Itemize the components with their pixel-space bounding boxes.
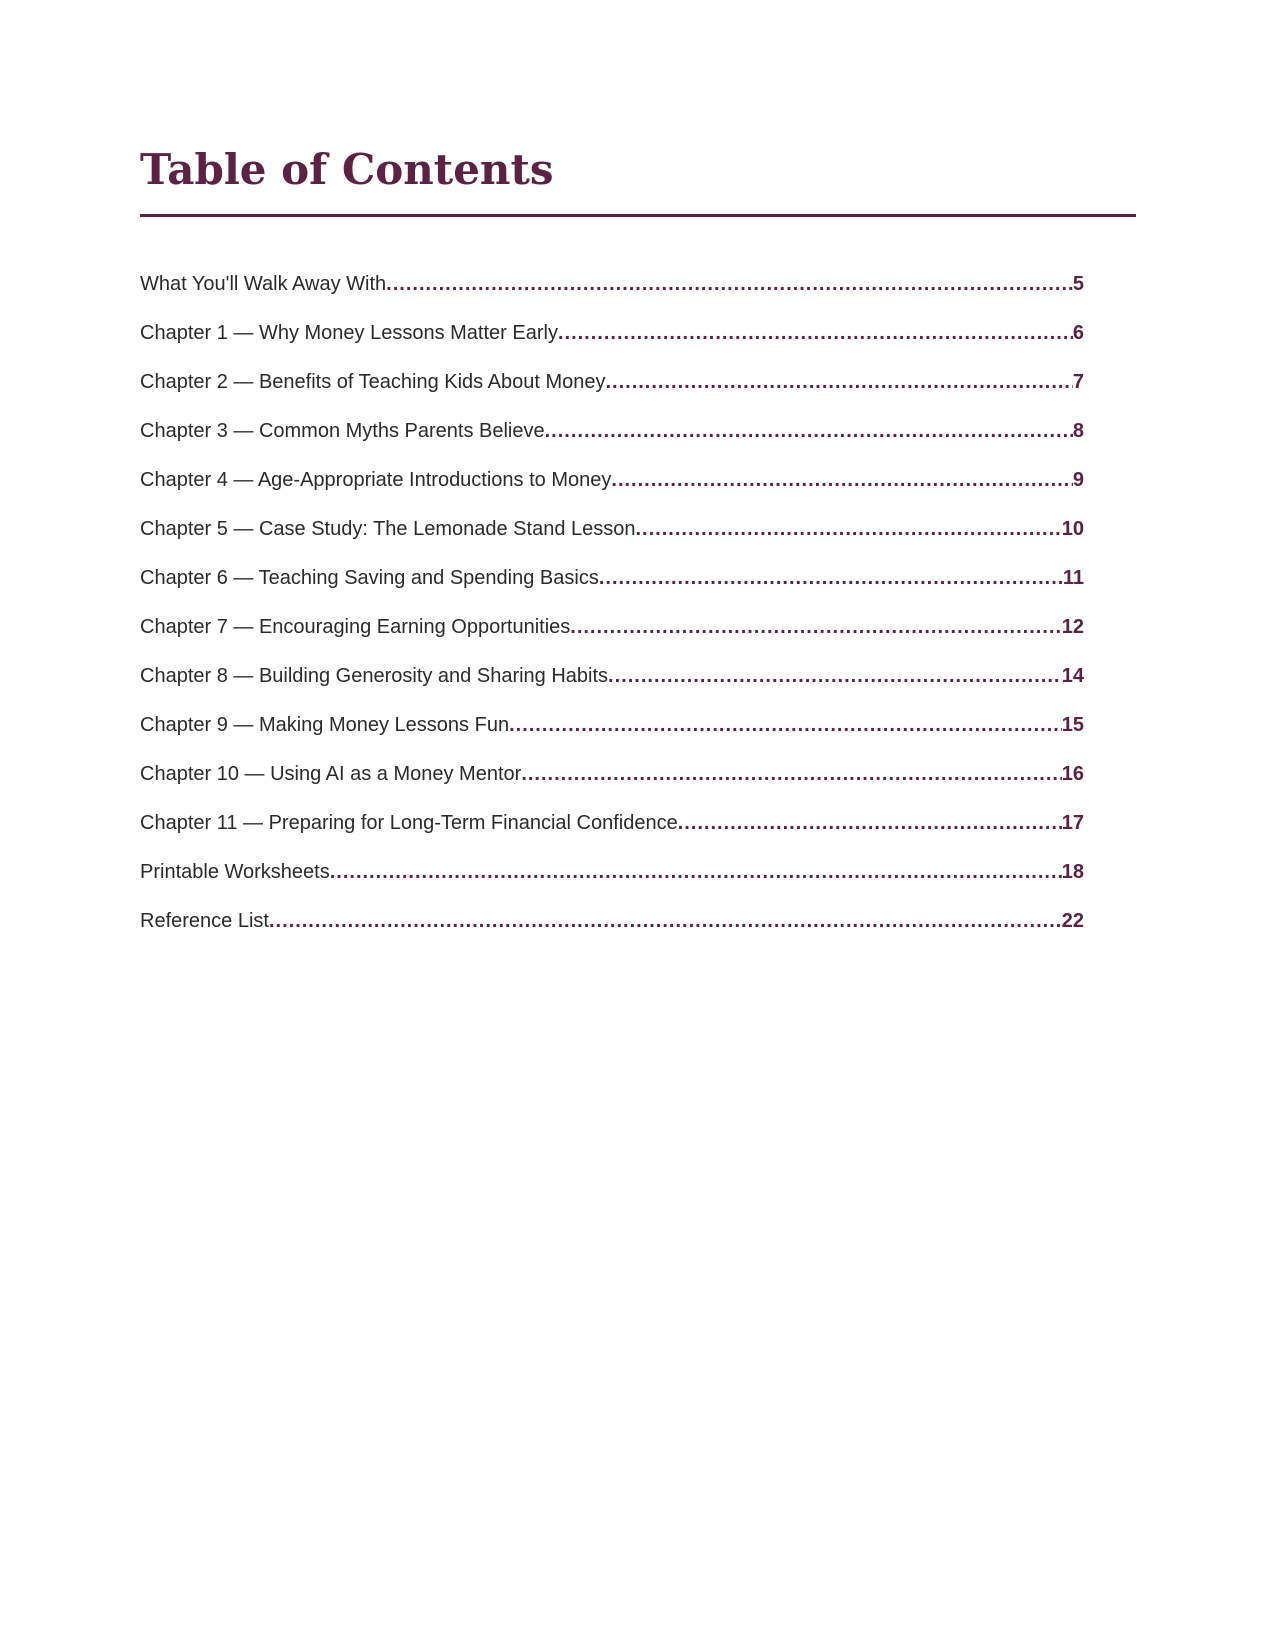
toc-entry[interactable] <box>140 269 1084 318</box>
toc-entry[interactable] <box>140 514 1084 563</box>
toc-dot-leader <box>636 514 1062 544</box>
toc-page-number: 6 <box>1072 322 1084 344</box>
toc-page-number: 17 <box>1061 812 1084 834</box>
toc-entry-label: Printable Worksheets <box>140 861 330 883</box>
toc-page-number: 12 <box>1061 616 1084 638</box>
page-title: Table of Contents <box>140 145 554 194</box>
toc-entry-label: Chapter 11 — Preparing for Long-Term Financial Confidence <box>140 812 678 834</box>
toc-page-number: 10 <box>1061 518 1084 540</box>
toc-entry-label: Chapter 10 — Using AI as a Money Mentor <box>140 763 522 785</box>
toc-page-number: 22 <box>1061 910 1084 932</box>
toc-entry[interactable] <box>140 661 1084 710</box>
toc-entry[interactable] <box>140 465 1084 514</box>
toc-dot-leader <box>269 906 1062 936</box>
toc-entry[interactable] <box>140 416 1084 465</box>
toc-page-number: 8 <box>1072 420 1084 442</box>
toc-page-number: 18 <box>1061 861 1084 883</box>
toc-entry[interactable] <box>140 710 1084 759</box>
toc-entry[interactable] <box>140 906 1084 955</box>
toc-dot-leader <box>605 367 1072 397</box>
toc-dot-leader <box>678 808 1062 838</box>
toc-page-number: 5 <box>1072 273 1084 295</box>
toc-entry-label: Chapter 2 — Benefits of Teaching Kids About Money <box>140 371 606 393</box>
toc-dot-leader <box>545 416 1073 446</box>
toc-entry[interactable] <box>140 367 1084 416</box>
toc-entry-label: Chapter 9 — Making Money Lessons Fun <box>140 714 510 736</box>
toc-entry[interactable] <box>140 857 1084 906</box>
toc-entry[interactable] <box>140 808 1084 857</box>
toc-entry-label: Chapter 8 — Building Generosity and Sharing Habits <box>140 665 609 687</box>
toc-page-number: 16 <box>1061 763 1084 785</box>
toc-entry-label: Chapter 3 — Common Myths Parents Believe <box>140 420 545 442</box>
toc-dot-leader <box>330 857 1062 887</box>
toc-dot-leader <box>521 759 1061 789</box>
toc-entry[interactable] <box>140 318 1084 367</box>
toc-list <box>140 269 1084 955</box>
toc-entry[interactable] <box>140 759 1084 808</box>
toc-entry-label: Chapter 5 — Case Study: The Lemonade Stand Lesson <box>140 518 636 540</box>
toc-dot-leader <box>386 269 1073 299</box>
toc-entry-label: Chapter 7 — Encouraging Earning Opportunities <box>140 616 571 638</box>
toc-entry-label: Chapter 6 — Teaching Saving and Spending Basics <box>140 567 599 589</box>
toc-entry-label: Chapter 4 — Age-Appropriate Introductions to Money <box>140 469 612 491</box>
toc-page-number: 11 <box>1062 567 1084 589</box>
toc-page-number: 15 <box>1061 714 1084 736</box>
toc-page-number: 14 <box>1061 665 1084 687</box>
toc-dot-leader <box>599 563 1063 593</box>
toc-dot-leader <box>509 710 1062 740</box>
toc-page-number: 9 <box>1072 469 1084 491</box>
toc-entry-label: Chapter 1 — Why Money Lessons Matter Early <box>140 322 558 344</box>
toc-entry-label: Reference List <box>140 910 269 932</box>
toc-entry-label: What You'll Walk Away With <box>140 273 387 295</box>
toc-dot-leader <box>611 465 1072 495</box>
toc-dot-leader <box>570 612 1061 642</box>
toc-dot-leader <box>558 318 1073 348</box>
title-underline <box>140 214 1136 217</box>
toc-entry[interactable] <box>140 563 1084 612</box>
toc-dot-leader <box>608 661 1062 691</box>
toc-entry[interactable] <box>140 612 1084 661</box>
toc-page-number: 7 <box>1072 371 1084 393</box>
